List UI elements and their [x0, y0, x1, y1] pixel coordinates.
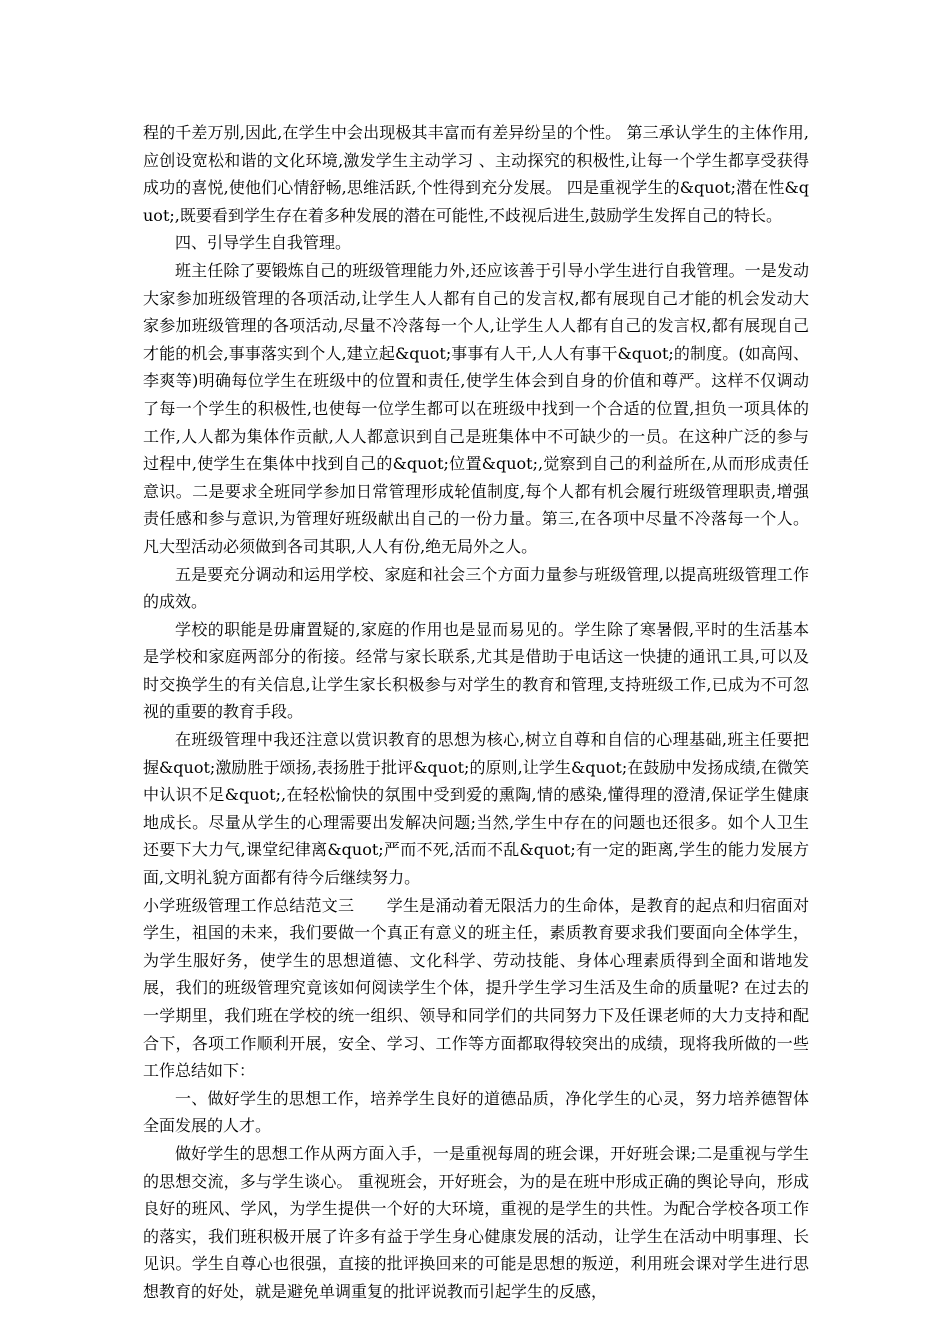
paragraph: 程的千差万别,因此,在学生中会出现极其丰富而有差异纷呈的个性。 第三承认学生的主体作用,应创设宽松和谐的文化环境,激发学生主动学习 、主动探究的积极性,让每一个学生都享受获得成功的喜悦,使他们心情舒畅,思维活跃,个性得到充分发展。 四是重视学生的&quot;潜在性&quot;,既要看到学生存在着多种发展的潜在可能性,不歧视后进生,鼓励学生发挥自己的特长。 [143, 123, 809, 225]
paragraph: 五是要充分调动和运用学校、家庭和社会三个方面力量参与班级管理,以提高班级管理工作的成效。 [143, 564, 809, 612]
paragraph: 班主任除了要锻炼自己的班级管理能力外,还应该善于引导小学生进行自我管理。一是发动大家参加班级管理的各项活动,让学生人人都有自己的发言权,都有展现自己才能的机会发动大家参加班级管理的各项活动,尽量不冷落每一个人,让学生人人都有自己的发言权,都有展现自己才能的机会,事事落实到个人,建立起&quot;事事有人干,人人有事干&quot;的制度。(如高闯、李爽等)明确每位学生在班级中的位置和责任,使学生体会到自身的价值和尊严。这样不仅调动了每一个学生的积极性,也使每一位学生都可以在班级中找到一个合适的位置,担负一项具体的工作,人人都为集体作贡献,人人都意识到自己是班集体中不可缺少的一员。在这种广泛的参与过程中,使学生在集体中找到自己的&quot;位置&quot;,觉察到自己的利益所在,从而形成责任意识。二是要求全班同学参加日常管理形成轮值制度,每个人都有机会履行班级管理职责,增强责任感和参与意识,为管理好班级献出自己的一份力量。第三,在各项中尽量不冷落每一个人。凡大型活动必须做到各司其职,人人有份,绝无局外之人。 [143, 260, 809, 556]
document-body [143, 119, 809, 1306]
paragraph: 在班级管理中我还注意以赏识教育的思想为核心,树立自尊和自信的心理基础,班主任要把握&quot;激励胜于颂扬,表扬胜于批评&quot;的原则,让学生&quot;在鼓励中发扬成绩,在微笑中认识不足&quot;,在轻松愉快的氛围中受到爱的熏陶,情的感染,懂得理的澄清,保证学生健康地成长。尽量从学生的心理需要出发解决问题;当然,学生中存在的问题也还很多。如个人卫生还要下大力气,课堂纪律离&quot;严而不死,活而不乱&quot;有一定的距离,学生的能力发展方面,文明礼貌方面都有待今后继续努力。 [143, 730, 809, 888]
paragraph: 学校的职能是毋庸置疑的,家庭的作用也是显而易见的。学生除了寒暑假,平时的生活基本是学校和家庭两部分的衔接。经常与家长联系,尤其是借助于电话这一快捷的通讯工具,可以及时交换学生的有关信息,让学生家长积极参与对学生的教育和管理,支持班级工作,已成为不可忽视的重要的教育手段。 [143, 619, 809, 722]
paragraph: 做好学生的思想工作从两方面入手，一是重视每周的班会课，开好班会课;二是重视与学生的思想交流，多与学生谈心。 重视班会，开好班会，为的是在班中形成正确的舆论导向，形成良好的班风、学风，为学生提供一个好的大环境，重视的是学生的共性。为配合学校各项工作的落实，我们班积极开展了许多有益于学生身心健康发展的活动，让学生在活动中明事理、长见识。学生自尊心也很强，直接的批评换回来的可能是思想的叛逆，利用班会课对学生进行思想教育的好处，就是避免单调重复的批评说教而引起学生的反感， [143, 1143, 809, 1301]
section-heading: 一、做好学生的思想工作，培养学生良好的道德品质，净化学生的心灵，努力培养德智体全面发展的人才。 [143, 1088, 809, 1136]
paragraph: 小学班级管理工作总结范文三 学生是涌动着无限活力的生命体，是教育的起点和归宿面对学生，祖国的未来，我们要做一个真正有意义的班主任，素质教育要求我们要面向全体学生，为学生服好务，使学生的思想道德、文化科学、劳动技能、身体心理素质得到全面和谐地发展，我们的班级管理究竟该如何阅读学生个体，提升学生学习生活及生命的质量呢? 在过去的一学期里，我们班在学校的统一组织、领导和同学们的共同努力下及任课老师的大力支持和配合下，各项工作顺利开展，安全、学习、工作等方面都取得较突出的成绩，现将我所做的一些工作总结如下： [143, 895, 809, 1081]
section-heading: 四、引导学生自我管理。 [175, 233, 352, 253]
